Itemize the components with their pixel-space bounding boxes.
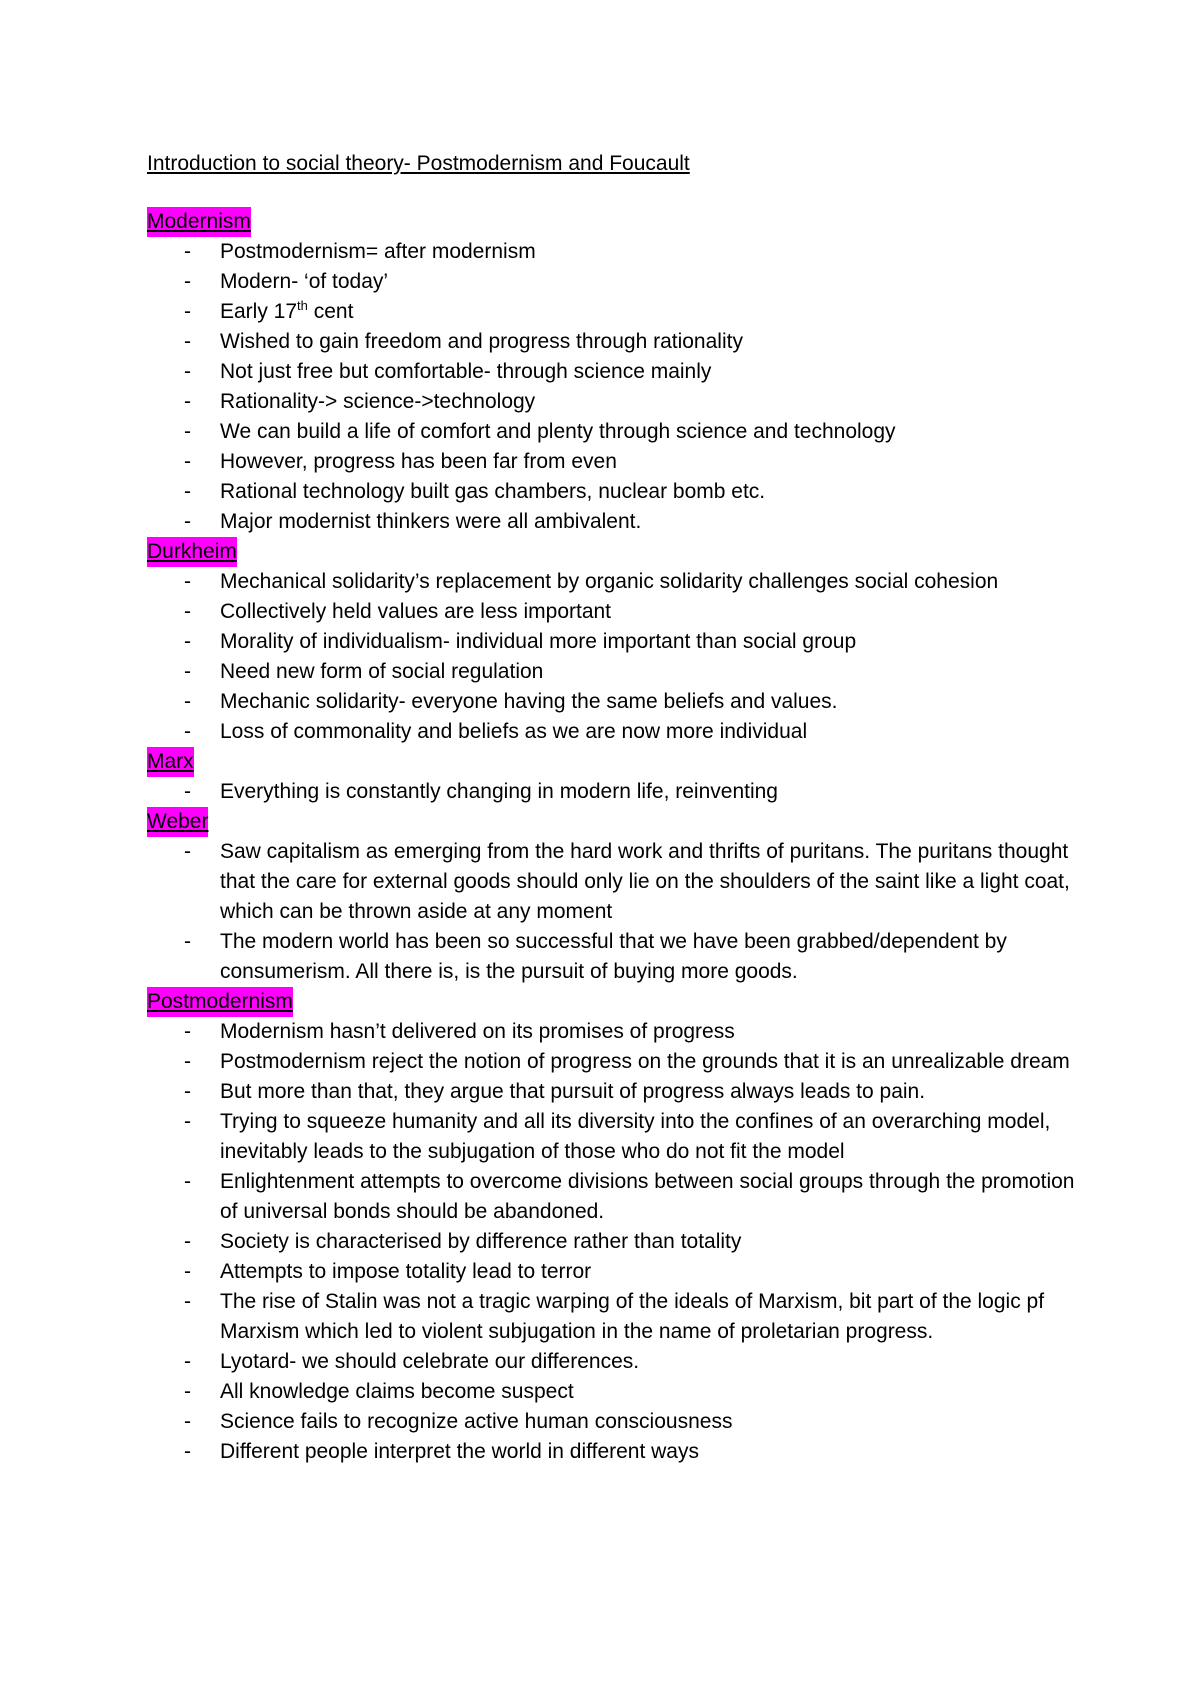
section-heading: Durkheim xyxy=(147,537,237,567)
list-item xyxy=(147,447,1087,477)
list-item xyxy=(147,1437,1087,1467)
bullet-dash: - xyxy=(184,1350,191,1373)
bullet-dash: - xyxy=(184,330,191,353)
list-item-text: Different people interpret the world in different ways xyxy=(220,1440,699,1463)
list-item xyxy=(147,627,1087,657)
bullet-dash: - xyxy=(184,690,191,713)
bullet-dash: - xyxy=(184,1380,191,1403)
list-item-text: Enlightenment attempts to overcome divisions between social groups through the promotion of universal bonds should be abandoned. xyxy=(220,1170,1075,1223)
bullet-dash: - xyxy=(184,1110,191,1133)
list-item xyxy=(147,657,1087,687)
list-item-text: The modern world has been so successful that we have been grabbed/dependent by consumerism. All there is, is the pursuit of buying more goods. xyxy=(220,930,1007,983)
bullet-dash: - xyxy=(184,450,191,473)
bullet-list xyxy=(147,237,1087,537)
bullet-dash: - xyxy=(184,270,191,293)
bullet-dash: - xyxy=(184,420,191,443)
list-item-text: Major modernist thinkers were all ambivalent. xyxy=(220,510,642,533)
bullet-list xyxy=(147,567,1087,747)
section-marx xyxy=(147,747,1087,807)
bullet-dash: - xyxy=(184,1230,191,1253)
bullet-dash: - xyxy=(184,480,191,503)
bullet-dash: - xyxy=(184,240,191,263)
list-item-text: Society is characterised by difference rather than totality xyxy=(220,1230,742,1253)
list-item xyxy=(147,1227,1087,1257)
list-item-text: Mechanical solidarity’s replacement by organic solidarity challenges social cohesion xyxy=(220,570,999,593)
list-item-text: Need new form of social regulation xyxy=(220,660,544,683)
list-item xyxy=(147,417,1087,447)
section-heading: Modernism xyxy=(147,207,251,237)
list-item xyxy=(147,387,1087,417)
list-item xyxy=(147,837,1087,927)
list-item xyxy=(147,687,1087,717)
list-item xyxy=(147,1077,1087,1107)
list-item xyxy=(147,507,1087,537)
list-item-text: Modernism hasn’t delivered on its promises of progress xyxy=(220,1020,735,1043)
list-item-text: Modern- ‘of today’ xyxy=(220,270,389,293)
section-modernism xyxy=(147,207,1087,537)
list-item-text: Mechanic solidarity- everyone having the same beliefs and values. xyxy=(220,690,838,713)
list-item xyxy=(147,1017,1087,1047)
list-item xyxy=(147,357,1087,387)
bullet-dash: - xyxy=(184,360,191,383)
bullet-dash: - xyxy=(184,720,191,743)
list-item xyxy=(147,477,1087,507)
list-item-text: The rise of Stalin was not a tragic warping of the ideals of Marxism, bit part of the logic pf Marxism which led to violent subjugation in the name of proletarian progress. xyxy=(220,1290,1045,1343)
list-item xyxy=(147,567,1087,597)
list-item-text: Rationality-> science->technology xyxy=(220,390,536,413)
bullet-list xyxy=(147,777,1087,807)
bullet-dash: - xyxy=(184,660,191,683)
bullet-dash: - xyxy=(184,1410,191,1433)
list-item xyxy=(147,327,1087,357)
list-item-text: But more than that, they argue that pursuit of progress always leads to pain. xyxy=(220,1080,926,1103)
document-page xyxy=(147,149,1087,1467)
list-item-text: Postmodernism= after modernism xyxy=(220,240,536,263)
list-item-text: Postmodernism reject the notion of progress on the grounds that it is an unrealizable dream xyxy=(220,1050,1070,1073)
bullet-list xyxy=(147,1017,1087,1467)
bullet-list xyxy=(147,837,1087,987)
list-item xyxy=(147,297,1087,327)
bullet-dash: - xyxy=(184,630,191,653)
superscript: th xyxy=(297,298,308,313)
list-item xyxy=(147,717,1087,747)
section-heading: Weber xyxy=(147,807,208,837)
list-item xyxy=(147,777,1087,807)
list-item xyxy=(147,1377,1087,1407)
bullet-dash: - xyxy=(184,1050,191,1073)
section-heading: Marx xyxy=(147,747,194,777)
bullet-dash: - xyxy=(184,930,191,953)
list-item-text: Everything is constantly changing in modern life, reinventing xyxy=(220,780,778,803)
bullet-dash: - xyxy=(184,1020,191,1043)
list-item-text: However, progress has been far from even xyxy=(220,450,617,473)
list-item-text: Wished to gain freedom and progress through rationality xyxy=(220,330,743,353)
bullet-dash: - xyxy=(184,570,191,593)
list-item-text: Attempts to impose totality lead to terror xyxy=(220,1260,592,1283)
document-title: Introduction to social theory- Postmodernism and Foucault xyxy=(147,152,690,175)
list-item-text: Loss of commonality and beliefs as we are now more individual xyxy=(220,720,808,743)
section-heading: Postmodernism xyxy=(147,987,293,1017)
list-item-text: Rational technology built gas chambers, nuclear bomb etc. xyxy=(220,480,766,503)
section-postmodernism xyxy=(147,987,1087,1467)
list-item-text-continued: cent xyxy=(307,300,354,323)
bullet-dash: - xyxy=(184,600,191,623)
bullet-dash: - xyxy=(184,390,191,413)
list-item xyxy=(147,597,1087,627)
bullet-dash: - xyxy=(184,1290,191,1313)
list-item xyxy=(147,1257,1087,1287)
list-item-text: Trying to squeeze humanity and all its diversity into the confines of an overarching model, inevitably leads to the subjugation of those who do not fit the model xyxy=(220,1110,1051,1163)
list-item xyxy=(147,927,1087,987)
list-item xyxy=(147,1287,1087,1347)
list-item xyxy=(147,1107,1087,1167)
bullet-dash: - xyxy=(184,1260,191,1283)
list-item-text: Saw capitalism as emerging from the hard work and thrifts of puritans. The puritans thought that the care for external goods should only lie on the shoulders of the saint like a light coat, which can be thrown aside at any moment xyxy=(220,840,1070,923)
bullet-dash: - xyxy=(184,1440,191,1463)
bullet-dash: - xyxy=(184,510,191,533)
list-item xyxy=(147,1347,1087,1377)
list-item xyxy=(147,1167,1087,1227)
bullet-dash: - xyxy=(184,840,191,863)
list-item-text: All knowledge claims become suspect xyxy=(220,1380,574,1403)
list-item-text: Collectively held values are less important xyxy=(220,600,612,623)
list-item xyxy=(147,237,1087,267)
list-item-text: Lyotard- we should celebrate our differences. xyxy=(220,1350,640,1373)
list-item-text: Science fails to recognize active human consciousness xyxy=(220,1410,733,1433)
list-item-text: We can build a life of comfort and plenty through science and technology xyxy=(220,420,896,443)
list-item-text: Early 17 xyxy=(220,300,298,323)
bullet-dash: - xyxy=(184,1080,191,1103)
section-durkheim xyxy=(147,537,1087,747)
bullet-dash: - xyxy=(184,1170,191,1193)
bullet-dash: - xyxy=(184,300,191,323)
list-item-text: Not just free but comfortable- through science mainly xyxy=(220,360,712,383)
list-item-text: Morality of individualism- individual more important than social group xyxy=(220,630,857,653)
list-item xyxy=(147,1047,1087,1077)
notes-body xyxy=(147,207,1087,1467)
list-item xyxy=(147,1407,1087,1437)
list-item xyxy=(147,267,1087,297)
bullet-dash: - xyxy=(184,780,191,803)
section-weber xyxy=(147,807,1087,987)
